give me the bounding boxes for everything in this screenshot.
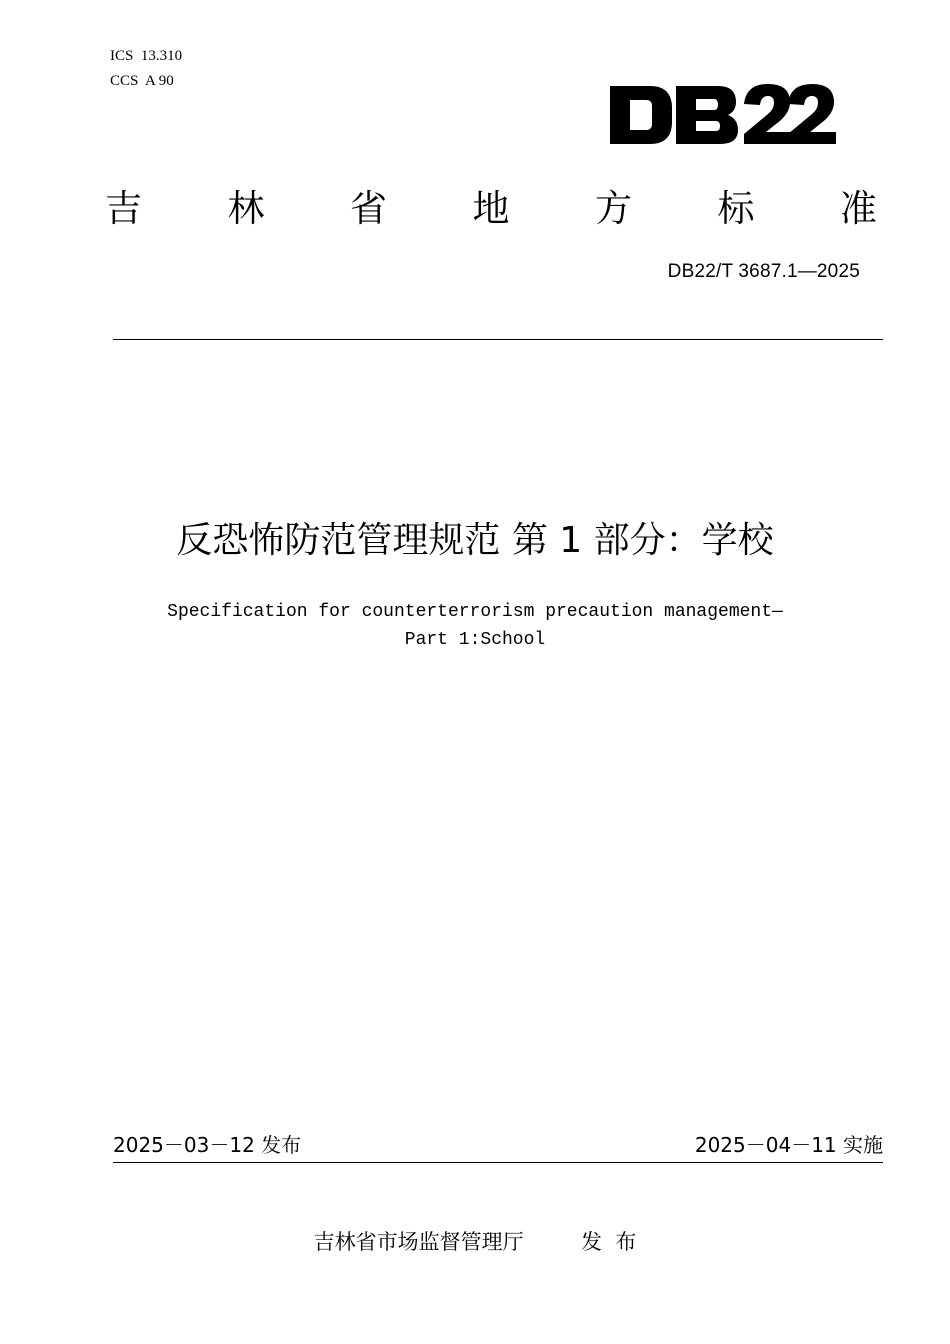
ccs-code: CCS A 90 xyxy=(110,73,174,89)
issuer-line xyxy=(0,1227,950,1257)
ics-code: ICS 13.310 xyxy=(110,48,183,64)
banner-char: 准 xyxy=(840,187,877,230)
issuer-action: 发 布 xyxy=(581,1230,637,1254)
db22-logo xyxy=(606,78,836,154)
title-chinese: 反恐怖防范管理规范 第 1 部分：学校 xyxy=(176,520,774,561)
title-english-line1: Specification for counterterrorism precaution management— xyxy=(167,602,783,622)
banner-char: 林 xyxy=(227,187,265,230)
publish-date: 2025－03－12 发布 xyxy=(113,1133,302,1157)
banner-char: 标 xyxy=(717,187,755,230)
issuer-name: 吉林省市场监督管理厅 xyxy=(313,1230,524,1254)
banner-char: 吉 xyxy=(105,187,142,230)
title-english-line2: Part 1:School xyxy=(404,630,546,650)
header-divider xyxy=(113,339,883,340)
banner-char: 方 xyxy=(595,187,632,230)
standard-type-banner xyxy=(105,184,877,234)
implement-date: 2025－04－11 实施 xyxy=(694,1133,883,1157)
banner-char: 地 xyxy=(472,187,510,230)
banner-char: 省 xyxy=(350,187,387,230)
standard-number: DB22/T 3687.1—2025 xyxy=(667,261,860,282)
footer-divider xyxy=(113,1162,883,1163)
